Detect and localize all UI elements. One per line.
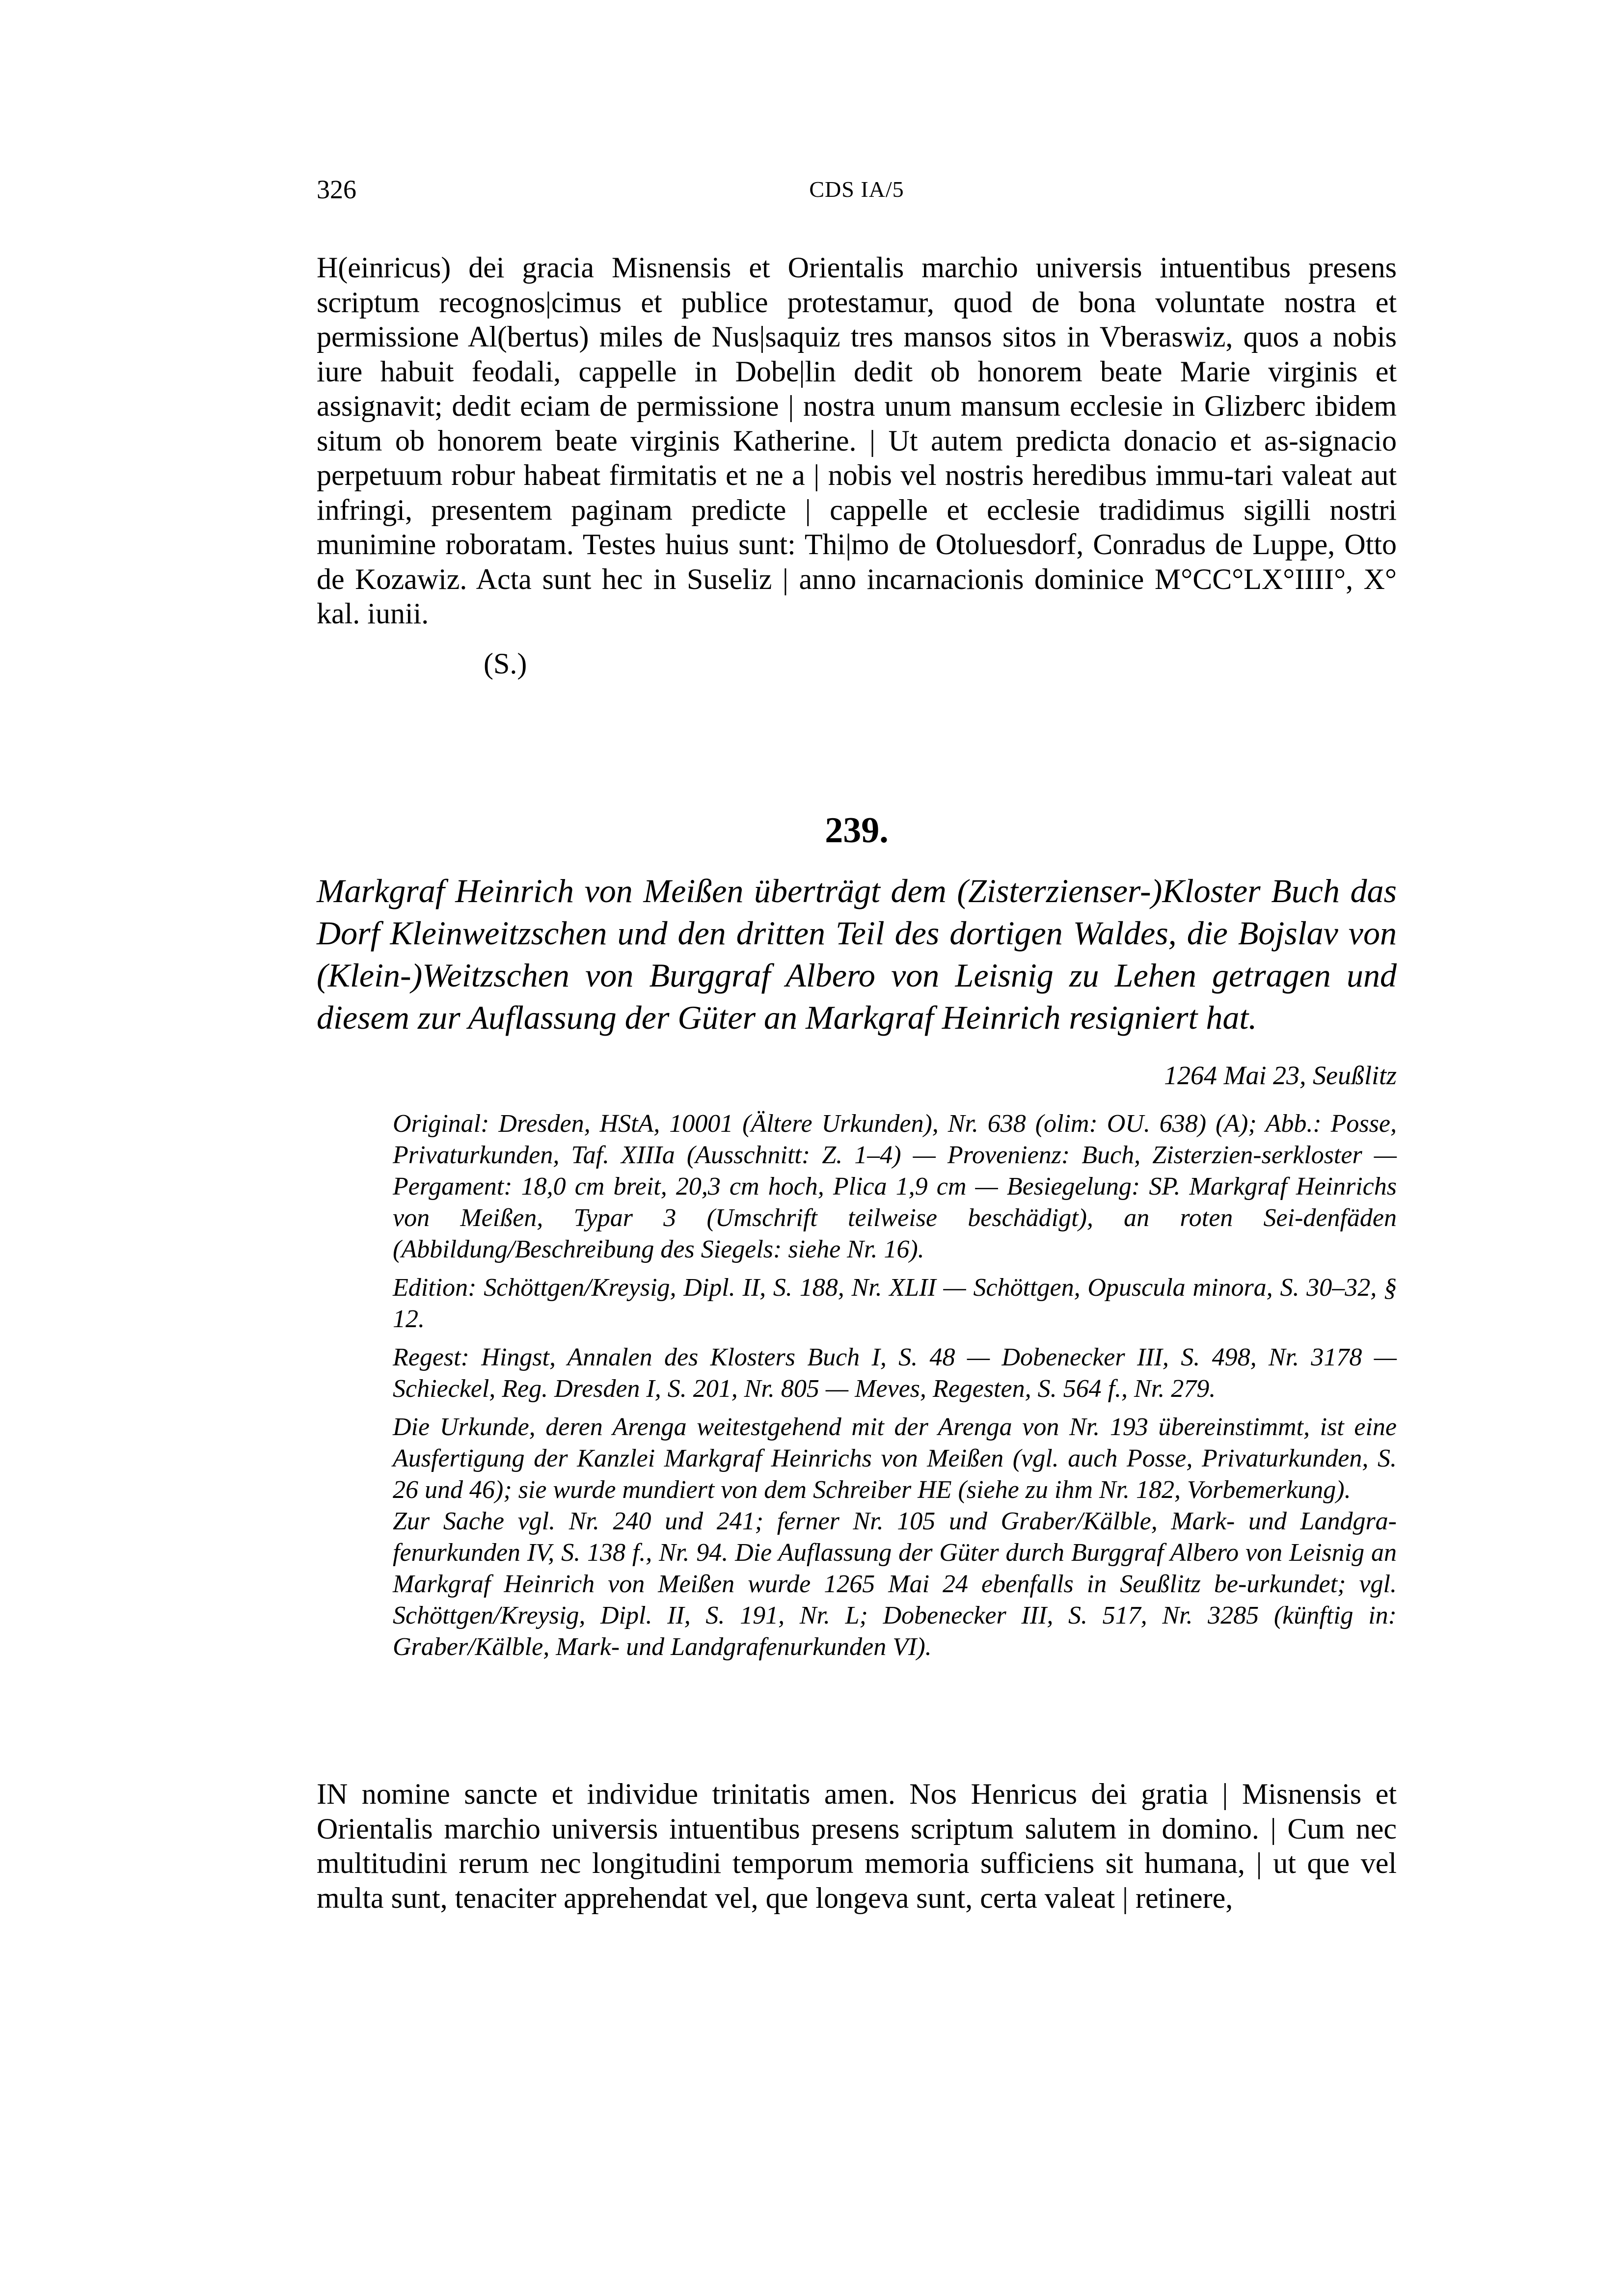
note-edition: Edition: Schöttgen/Kreysig, Dipl. II, S. 188, Nr. XLII — Schöttgen, Opuscula minora, S. 30–32, § 12. [393, 1274, 1397, 1333]
seal-mark: (S.) [484, 647, 527, 680]
previous-document-text [317, 250, 1397, 631]
note-commentary-1: Die Urkunde, deren Arenga weitestgehend mit der Arenga von Nr. 193 übereinstimmt, ist eine Ausfertigung der Kanzlei Markgraf Heinrichs von Meißen (vgl. auch Posse, Privaturkunden, S. 26 und 46); sie wurde mundiert von dem Schreiber HE (siehe zu ihm Nr. 182, Vorbemerkung). [393, 1413, 1397, 1504]
apparatus-notes [393, 1108, 1397, 1663]
page-number: 326 [317, 175, 356, 204]
document-text [317, 1777, 1397, 1915]
running-title: CDS IA/5 [809, 177, 904, 202]
note-regest: Regest: Hingst, Annalen des Klosters Buch I, S. 48 — Dobenecker III, S. 498, Nr. 3178 — Schieckel, Reg. Dresden I, S. 201, Nr. 805 — Meves, Regesten, S. 564 f., Nr. 279. [393, 1343, 1397, 1403]
note-commentary-2: Zur Sache vgl. Nr. 240 und 241; ferner Nr. 105 und Graber/Kälble, Mark- und Landgra-fenurkunden IV, S. 138 f., Nr. 94. Die Auflassung der Güter durch Burggraf Albero von Leisnig an Markgraf Heinrich von Meißen wurde 1265 Mai 24 ebenfalls in Seußlitz be-urkundet; vgl. Schöttgen/Kreysig, Dipl. II, S. 191, Nr. L; Dobenecker III, S. 517, Nr. 3285 (künftig in: Graber/Kälble, Mark- und Landgrafenurkunden VI). [393, 1507, 1397, 1661]
document-date: 1264 Mai 23, Seußlitz [1164, 1061, 1397, 1090]
document-number: 239. [825, 810, 889, 851]
note-original: Original: Dresden, HStA, 10001 (Ältere Urkunden), Nr. 638 (olim: OU. 638) (A); Abb.: Posse, Privaturkunden, Taf. XIIIa (Ausschnitt: Z. 1–4) — Provenienz: Buch, Zisterzien-serkloster — Pergament: 18,0 cm breit, 20,3 cm hoch, Plica 1,9 cm — Besiegelung: SP. Markgraf Heinrichs von Meißen, Typar 3 (Umschrift teilweise beschädigt), an roten Sei-denfäden (Abbildung/Beschreibung des Siegels: siehe Nr. 16). [393, 1110, 1397, 1263]
document-text-paragraph: IN nomine sancte et individue trinitatis amen. Nos Henricus dei gratia | Misnensis et Orientalis marchio universis intuentibus presens scriptum salutem in domino. | Cum nec multitudini rerum nec longitudini temporum memoria sufficiens sit humana, | ut que vel multa sunt, tenaciter apprehendat vel, que longeva sunt, certa valeat | retinere, [317, 1778, 1397, 1914]
document-summary [317, 870, 1397, 1039]
previous-document-paragraph: H(einricus) dei gracia Misnensis et Orientalis marchio universis intuentibus presens scriptum recognos|cimus et publice protestamur, quod de bona voluntate nostra et permissione Al(bertus) miles de Nus|saquiz tres mansos sitos in Vberaswiz, quos a nobis iure habuit feodali, cappelle in Dobe|lin dedit ob honorem beate Marie virginis et assignavit; dedit eciam de permissione | nostra unum mansum ecclesie in Glizberc ibidem situm ob honorem beate virginis Katherine. | Ut autem predicta donacio et as-signacio perpetuum robur habeat firmitatis et ne a | nobis vel nostris heredibus immu-tari valeat aut infringi, presentem paginam predicte | cappelle et ecclesie tradidimus sigilli nostri munimine roboratam. Testes huius sunt: Thi|mo de Otoluesdorf, Conradus de Luppe, Otto de Kozawiz. Acta sunt hec in Suseliz | anno incarnacionis dominice M°CC°LX°IIII°, X° kal. iunii. [317, 251, 1397, 630]
page-header [317, 174, 1397, 209]
summary-text: Markgraf Heinrich von Meißen überträgt dem (Zisterzienser-)Kloster Buch das Dorf Kleinweitzschen und den dritten Teil des dortigen Waldes, die Bojslav von (Klein-)Weitzschen von Burggraf Albero von Leisnig zu Lehen getragen und diesem zur Auflassung der Güter an Markgraf Heinrich resigniert hat. [317, 872, 1397, 1036]
